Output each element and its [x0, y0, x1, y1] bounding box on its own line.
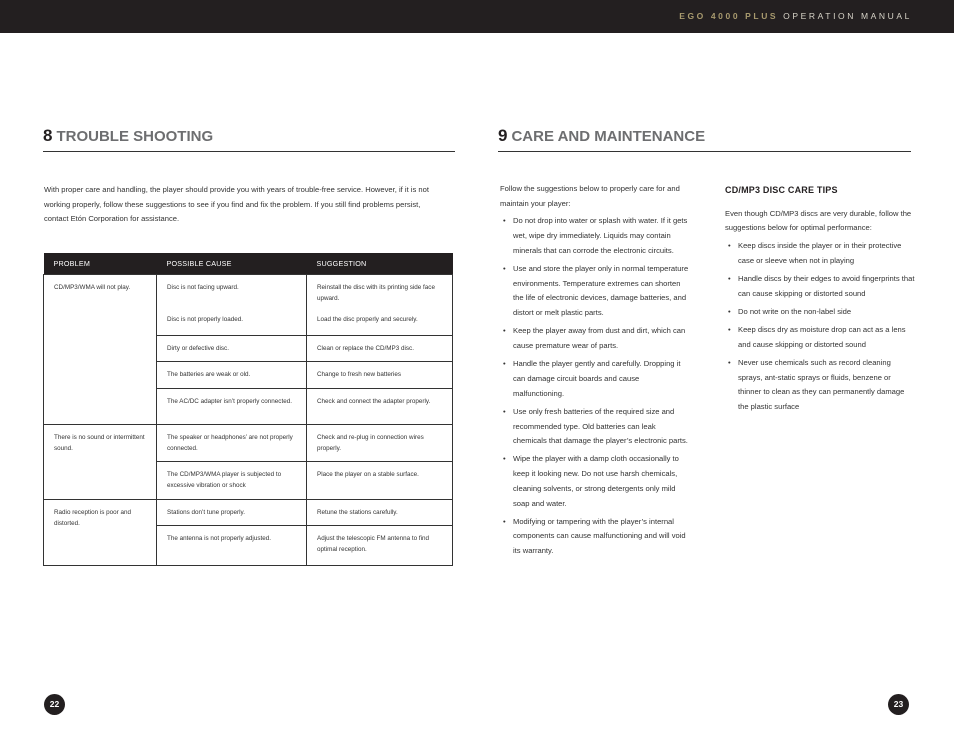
disc-care-list — [725, 239, 915, 415]
cause-cell: Stations don’t tune properly. — [157, 500, 307, 526]
cause-cell: Disc is not facing upward. — [157, 274, 307, 310]
section-title-care-maintenance — [498, 126, 911, 152]
cause-cell: The speaker or headphones’ are not properly connected. — [157, 425, 307, 462]
suggestion-cell: Adjust the telescopic FM antenna to find optimal reception. — [307, 526, 453, 566]
table-row — [44, 274, 453, 310]
care-column — [500, 182, 690, 562]
suggestion-cell: Reinstall the disc with its printing side face upward. — [307, 274, 453, 310]
list-item: • Do not drop into water or splash with water. If it gets wet, wipe dry immediately. Liquids may contain minerals that can corrode the electronic circuits. — [500, 214, 690, 258]
cause-cell: Dirty or defective disc. — [157, 336, 307, 362]
trouble-intro: With proper care and handling, the player should provide you with years of trouble-free service. However, if it is not working properly, follow these suggestions to see if you find and fix the problem. If you still find problems persist, contact Etón Corporation for assistance. — [44, 185, 429, 223]
list-item: • Use and store the player only in normal temperature environments. Temperature extremes can shorten the life of electronic devices, damage batteries, and distort or melt plastic parts. — [500, 262, 690, 321]
page-number-right: 23 — [888, 694, 909, 715]
cause-cell: The batteries are weak or old. — [157, 362, 307, 389]
header-suggestion: SUGGESTION — [307, 253, 453, 274]
cause-cell: The antenna is not properly adjusted. — [157, 526, 307, 566]
list-item: • Wipe the player with a damp cloth occasionally to keep it looking new. Do not use harsh chemicals, cleaning solvents, or strong detergents only mild soap and water. — [500, 452, 690, 511]
cause-cell: The AC/DC adapter isn’t properly connected. — [157, 389, 307, 425]
list-item: • Keep discs dry as moisture drop can act as a lens and cause skipping or distorted sound — [725, 323, 915, 352]
list-item: • Handle discs by their edges to avoid fingerprints that can cause skipping or distorted sound — [725, 272, 915, 301]
care-intro: Follow the suggestions below to properly care for and maintain your player: — [500, 184, 680, 208]
suggestion-cell: Load the disc properly and securely. — [307, 310, 453, 336]
suggestion-cell: Change to fresh new batteries — [307, 362, 453, 389]
section-number: 9 — [498, 126, 508, 145]
table-row — [44, 500, 453, 526]
section-title-text: CARE AND MAINTENANCE — [511, 128, 706, 145]
list-item: • Use only fresh batteries of the required size and recommended type. Old batteries can leak chemicals that damage the player’s electronic parts. — [500, 405, 690, 449]
problem-cell: Radio reception is poor and distorted. — [44, 500, 157, 566]
list-item: • Do not write on the non-label side — [725, 305, 915, 320]
section-number: 8 — [43, 126, 53, 145]
problem-cell: There is no sound or intermittent sound. — [44, 425, 157, 500]
suggestion-cell: Place the player on a stable surface. — [307, 462, 453, 500]
table-header-row — [44, 253, 453, 274]
suggestion-cell: Clean or replace the CD/MP3 disc. — [307, 336, 453, 362]
list-item: • Handle the player gently and carefully. Dropping it can damage circuit boards and cause malfunctioning. — [500, 357, 690, 401]
suggestion-cell: Retune the stations carefully. — [307, 500, 453, 526]
header-problem: PROBLEM — [44, 253, 157, 274]
header-cause: POSSIBLE CAUSE — [157, 253, 307, 274]
model-name: EGO 4000 PLUS — [679, 11, 779, 21]
trouble-table — [43, 253, 453, 566]
care-list — [500, 214, 690, 558]
table-row — [44, 425, 453, 462]
manual-title: OPERATION MANUAL — [783, 11, 912, 21]
suggestion-cell: Check and connect the adapter properly. — [307, 389, 453, 425]
page-number-left: 22 — [44, 694, 65, 715]
list-item: • Keep the player away from dust and dirt, which can cause premature wear of parts. — [500, 324, 690, 353]
list-item: • Never use chemicals such as record cleaning sprays, ant-static sprays or fluids, benzene or thinner to clean as they can permanently damage the plastic surface — [725, 356, 915, 415]
cause-cell: Disc is not properly loaded. — [157, 310, 307, 336]
section-title-text: TROUBLE SHOOTING — [56, 128, 214, 145]
disc-care-column — [725, 183, 915, 418]
disc-care-intro: Even though CD/MP3 discs are very durable, follow the suggestions below for optimal performance: — [725, 208, 912, 233]
section-title-trouble-shooting — [43, 126, 455, 152]
header-bar — [0, 0, 954, 33]
suggestion-cell: Check and re-plug in connection wires properly. — [307, 425, 453, 462]
manual-brand — [679, 11, 912, 21]
disc-care-heading: CD/MP3 DISC CARE TIPS — [725, 185, 838, 195]
list-item: • Modifying or tampering with the player’s internal components can cause malfunctioning and will void its warranty. — [500, 515, 690, 559]
problem-cell: CD/MP3/WMA will not play. — [44, 274, 157, 425]
cause-cell: The CD/MP3/WMA player is subjected to excessive vibration or shock — [157, 462, 307, 500]
list-item: • Keep discs inside the player or in their protective case or sleeve when not in playing — [725, 239, 915, 268]
